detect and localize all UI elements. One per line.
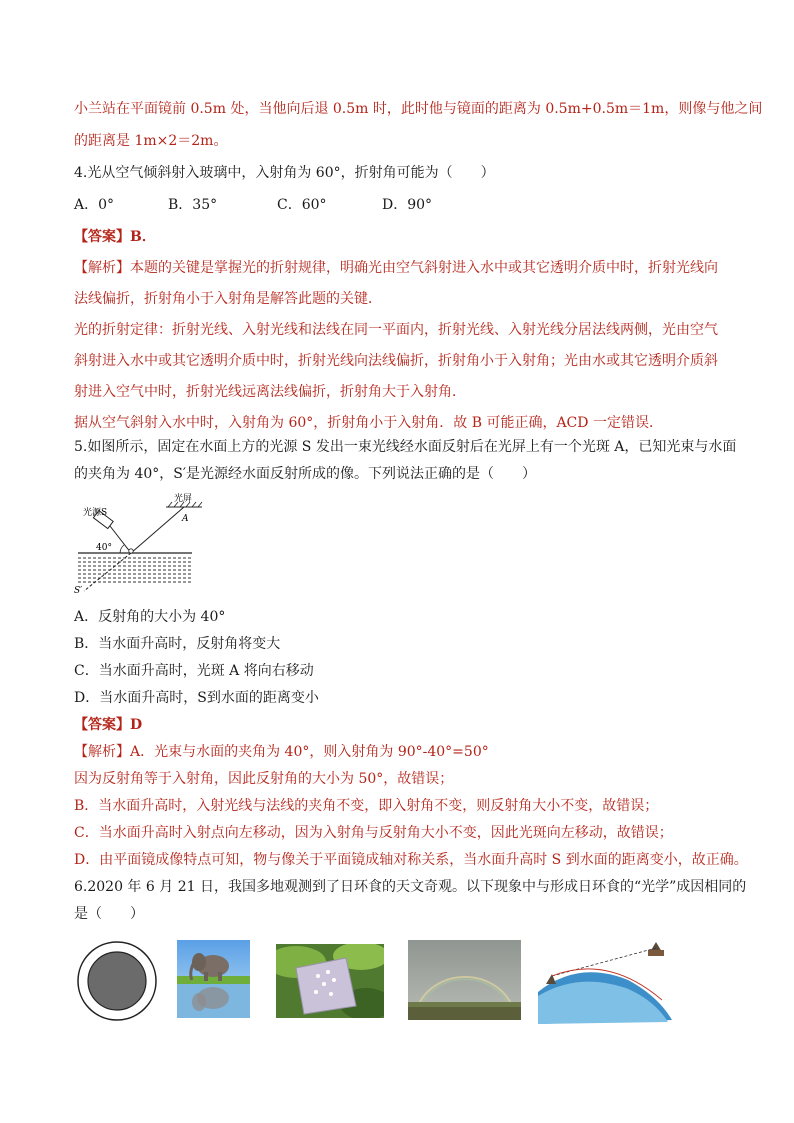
q4-analysis-line-1: 【解析】本题的关键是掌握光的折射规律，明确光由空气斜射进入水中或其它透明介质中时，折射光线向 [74, 260, 718, 276]
q4-analysis-line-2: 法线偏折，折射角小于入射角是解答此题的关键． [74, 291, 382, 307]
water-dashes [78, 558, 192, 582]
q4-answer: 【答案】B． [74, 229, 156, 245]
incidence-point [129, 549, 133, 553]
angle-label: 40° [96, 543, 112, 553]
q4-rule-line-2: 斜射进入水中或其它透明介质中时，折射光线向法线偏折，折射角小于入射角；光由水或其它透明介质斜 [74, 353, 718, 369]
q5-option-c: C．当水面升高时，光斑 A 将向右移动 [74, 663, 314, 679]
mirage-refraction-picture [538, 940, 672, 1024]
q4-rule-line-1: 光的折射定律：折射光线、入射光线和法线在同一平面内，折射光线、入射光线分居法线两侧，光由空气 [74, 322, 718, 338]
screen-label: 光屏 [174, 494, 193, 504]
prev-explanation-line-1: 小兰站在平面镜前 0.5m 处，当他向后退 0.5m 时，此时他与镜面的距离为 0.5m+0.5m＝1m，则像与他之间 [74, 101, 763, 117]
image-ray [84, 553, 131, 591]
q4-option-b: B．35° [168, 197, 218, 213]
q4-option-c: C．60° [277, 197, 327, 213]
q5-analysis-line-1: 【解析】A．光束与水面的夹角为 40°，则入射角为 90°-40°=50° [74, 744, 489, 760]
prev-explanation-line-2: 的距离是 1m×2＝2m。 [74, 133, 228, 149]
q4-rule-line-3: 射进入空气中时，折射光线远离法线偏折，折射角大于入射角． [74, 384, 466, 400]
q5-figure-svg [74, 490, 204, 600]
angle-arc [120, 545, 124, 553]
rainbow-picture [408, 940, 521, 1020]
q4-options [74, 195, 432, 215]
q5-stem-line-1: 5.如图所示，固定在水面上方的光源 S 发出一束光线经水面反射后在光屏上有一个光斑 A，已知光束与水面 [74, 439, 737, 455]
q5-option-d: D．当水面升高时，S到水面的距离变小 [74, 690, 319, 706]
annular-eclipse-picture [76, 940, 158, 1022]
q5-option-a: A．反射角的大小为 40° [74, 609, 226, 625]
q5-analysis-line-5: D．由平面镜成像特点可知，物与像关于平面镜成轴对称关系，当水面升高时 S 到水面的距离变小，故正确。 [74, 852, 748, 868]
q5-reflection-figure [74, 490, 204, 600]
reflected-ray [131, 507, 184, 553]
leaf-light-spots-picture [276, 944, 384, 1018]
q4-option-a: A．0° [74, 197, 115, 213]
q6-stem-line-1: 6.2020 年 6 月 21 日，我国多地观测到了日环食的天文奇观。以下现象中与形成日环食的“光学”成因相同的 [74, 879, 747, 895]
q5-stem-line-2: 的夹角为 40°，S′是光源经水面反射所成的像。下列说法正确的是（ ） [74, 466, 537, 482]
q6-stem-line-2: 是（ ） [74, 906, 144, 922]
q4-stem: 4.光从空气倾斜射入玻璃中，入射角为 60°，折射角可能为（ ） [74, 165, 495, 181]
q5-option-b: B．当水面升高时，反射角将变大 [74, 636, 281, 652]
q5-analysis-line-3: B．当水面升高时，入射光线与法线的夹角不变，即入射角不变，则反射角大小不变，故错误； [74, 798, 659, 814]
q4-option-d: D．90° [382, 197, 433, 213]
q5-answer: 【答案】D [74, 717, 143, 733]
q5-analysis-line-4: C．当水面升高时入射点向左移动，因为入射角与反射角大小不变，因此光斑向左移动，故错误； [74, 825, 673, 841]
image-label: S′ [74, 586, 83, 596]
q5-analysis-line-2: 因为反射角等于入射角，因此反射角的大小为 50°，故错误； [74, 771, 454, 787]
spot-label: A [182, 514, 189, 524]
q4-conclusion: 据从空气斜射入水中时，入射角为 60°，折射角小于入射角．故 B 可能正确，ACD 一定错误． [74, 415, 663, 431]
elephant-reflection-picture [177, 940, 250, 1018]
source-label: 光源S [83, 508, 108, 518]
